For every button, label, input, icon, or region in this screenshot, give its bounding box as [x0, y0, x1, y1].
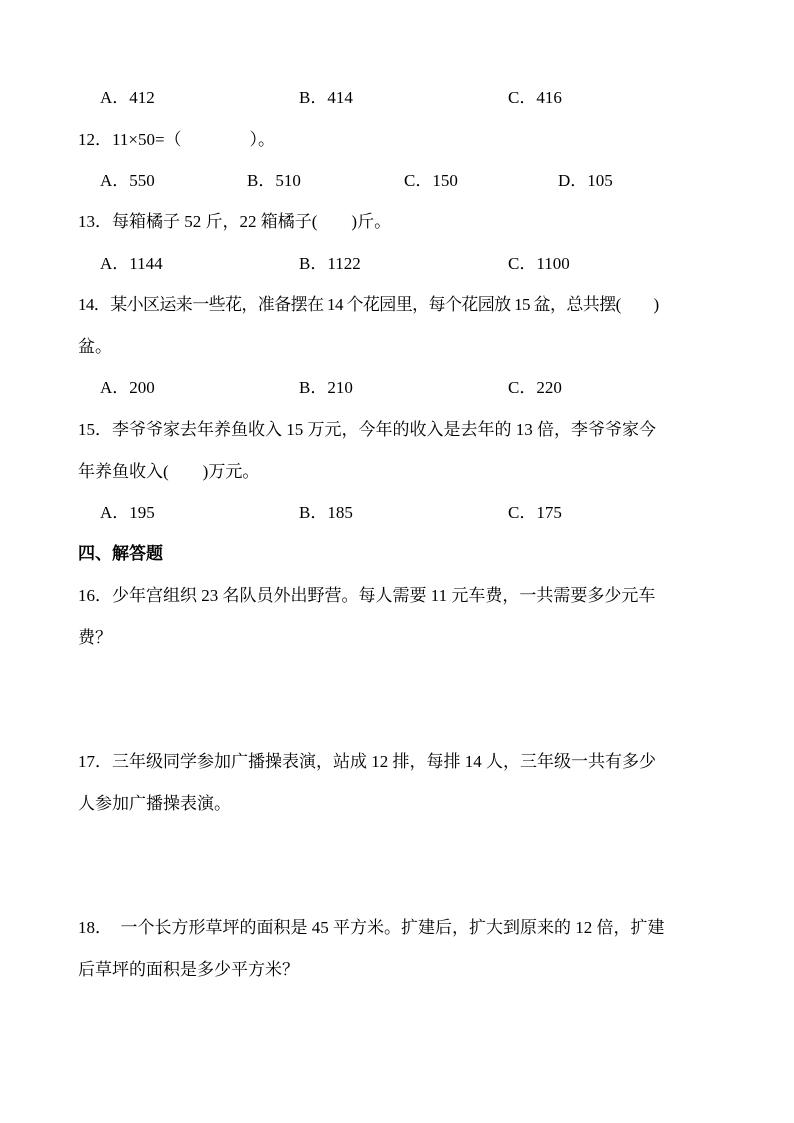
q14-option-b: B．210: [299, 378, 353, 397]
q15-option-b: B．185: [299, 503, 353, 522]
q15-option-a: A．195: [100, 503, 155, 522]
q14-option-a: A．200: [100, 378, 155, 397]
q16-line2: 费？: [78, 628, 112, 647]
q11-option-b: B．414: [299, 88, 353, 107]
q13-option-a: A．1144: [100, 254, 163, 273]
q15-stem-line1: 15．李爷爷家去年养鱼收入 15 万元，今年的收入是去年的 13 倍，李爷爷家今: [78, 420, 656, 439]
q15-stem-line2: 年养鱼收入( )万元。: [78, 462, 260, 481]
q13-option-b: B．1122: [299, 254, 361, 273]
q15-option-c: C．175: [508, 503, 562, 522]
q13-option-c: C．1100: [508, 254, 570, 273]
q17-line1: 17．三年级同学参加广播操表演，站成 12 排，每排 14 人，三年级一共有多少: [78, 752, 656, 771]
q12-option-c: C．150: [404, 171, 458, 190]
q12-option-b: B．510: [247, 171, 301, 190]
q11-option-c: C．416: [508, 88, 562, 107]
q18-line2: 后草坪的面积是多少平方米？: [78, 960, 299, 979]
section-heading: 四、解答题: [78, 544, 163, 563]
q13-stem: 13．每箱橘子 52 斤，22 箱橘子( )斤。: [78, 212, 392, 231]
q18-line1: 18． 一个长方形草坪的面积是 45 平方米。扩建后，扩大到原来的 12 倍，扩建: [78, 918, 665, 937]
q14-option-c: C．220: [508, 378, 562, 397]
q14-stem-line2: 盆。: [78, 337, 112, 356]
q12-option-d: D．105: [558, 171, 613, 190]
q14-stem-line1: 14．某小区运来一些花，准备摆在 14 个花园里，每个花园放 15 盆，总共摆( ): [78, 295, 659, 314]
q11-option-a: A．412: [100, 88, 155, 107]
q16-line1: 16．少年宫组织 23 名队员外出野营。每人需要 11 元车费，一共需要多少元车: [78, 586, 656, 605]
q12-stem: 12．11×50=（ ）。: [78, 130, 276, 149]
q12-option-a: A．550: [100, 171, 155, 190]
q17-line2: 人参加广播操表演。: [78, 794, 231, 813]
